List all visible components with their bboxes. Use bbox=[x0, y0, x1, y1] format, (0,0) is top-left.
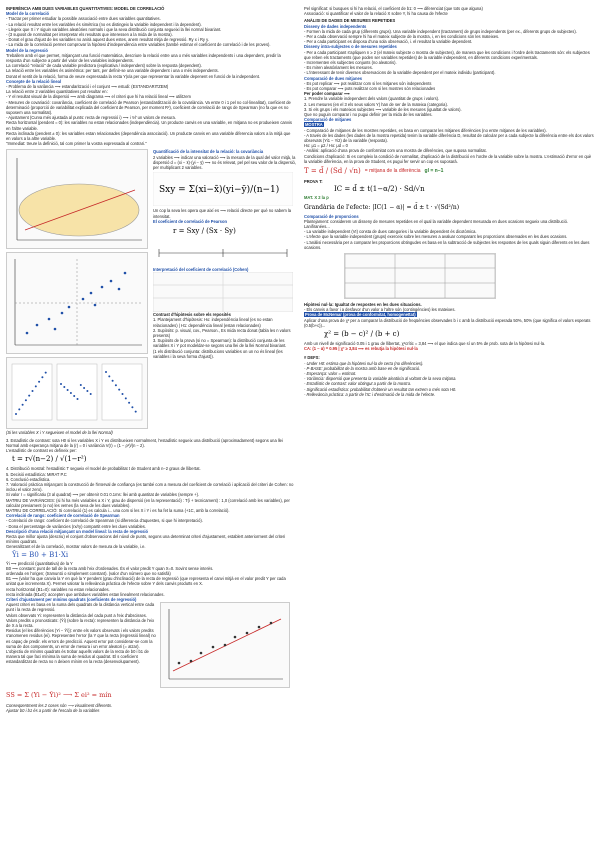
text-line: (1 els distribució conjunta: distribucions variables on un no és lineal (les variables i la seva forma d'ajust)). bbox=[153, 348, 283, 359]
section-heading: Per poder comparar ⟶ bbox=[304, 91, 350, 97]
cohen-heading: Interpretació del coeficient de correlació (Cohen) bbox=[153, 266, 249, 272]
text-line: - Per a cada participant s'apliquen n ≥ 2 (el mateix subjecte o mostra de subjectes), de manera que les condicions i l'ordre dels tractaments són: els subjectes que reben els tractaments (que poden ser variables repetides) de la variable independent, en diferents condicions experimentals. bbox=[304, 49, 590, 60]
null-hypothesis: Hipòtesi nul·la: Igualtat de respostes en les dues situacions. bbox=[304, 301, 422, 307]
text-line: - Per a cada participant es disposa d'una sola observació, i. el resultat la variable dependent. bbox=[304, 39, 473, 45]
scatter-point bbox=[115, 385, 117, 387]
scatter-point bbox=[38, 381, 40, 383]
text-line: 5. Decisió estadística: MIRAT P.C bbox=[6, 471, 67, 477]
scatter-point bbox=[70, 392, 72, 394]
scatter-point bbox=[83, 387, 85, 389]
scatter-point bbox=[67, 389, 69, 391]
text-line: 1. Prendre la variable independent dels valors (quantitat de grups i valors). bbox=[304, 96, 440, 102]
scatter-point bbox=[36, 324, 39, 327]
text-line: - Under H0: estima que la hipòtesi nul·la de certa (no diferències). bbox=[304, 360, 424, 366]
section-body bbox=[304, 219, 594, 250]
text-line: - Comparació de mitjanes de les mostres repetides, es basa en comparar les mitjanes diferències (no entre mitjanes de les variables). bbox=[304, 127, 547, 133]
scatter-point bbox=[118, 288, 121, 291]
decision-block bbox=[6, 466, 296, 513]
text-line: - Mesures de covariació: covariància, coeficient de correlació de Pearson (estandardització de la covariància. Va entre 0 i 1 pel no col·linealitat), coeficient de determinació (proporció de variabilitat explicada del coeficient de Pearson, per moment R²), coeficient de correlació de rangs de Spearman (no fa que es no suposem una normalitat). bbox=[6, 99, 291, 116]
scatter-point bbox=[212, 646, 215, 649]
ci-formula: IC = d̄ ± t(1−α/2) · Sd/√n bbox=[334, 185, 425, 194]
scatter-point bbox=[131, 407, 133, 409]
scatter-point bbox=[122, 393, 124, 395]
text-line: Condicions d'aplicació: Si es compleix la condició de normalitat, d'aplicació de la distribució en l'ordre de la variable sobre la mostra. L'estimació d'error en què la variable diferència, en la prova de Student, es pugui fer servir un cop es suposarà. bbox=[304, 153, 592, 164]
text-line: - Correlació de rangs: coeficient de correlació de Spearman (si diferencia d'aquestes, si que hi interpretació). bbox=[6, 518, 203, 524]
definitions-list bbox=[304, 361, 594, 397]
text-line: ordenada en l'origen; (tramuntó o simplement constant). (valor d'un número que no satisfà) bbox=[6, 570, 171, 576]
text-line: - Estadístic de contrast: valor obtingut a partir de la mostra. bbox=[304, 381, 412, 387]
scatter-point bbox=[68, 306, 71, 309]
text-line: - Ajustament (Curva més ajustada al punts: recta de regressió i) ⟶ i 'el' un valors de mesura. bbox=[6, 115, 176, 121]
scatter-point bbox=[18, 409, 20, 411]
scatter-point bbox=[105, 371, 107, 373]
text-line: Aplicar d'una prova de χ² per a comparar la distribució de freqüències observades b i c amb la distribució esperada 50%, 50% (que significa el valors esperats (0.5(b+c))... bbox=[304, 317, 591, 328]
section-heading: Comparació de mitjanes bbox=[304, 117, 352, 123]
section-body bbox=[6, 16, 296, 47]
text-line: 2. Les mesures (en el 3 els seus valors Y) han de ser de la mateixa (categoria). bbox=[304, 101, 448, 107]
text-line: - Incrementen els subjectes conjunts (no aleatoris). bbox=[304, 60, 397, 66]
scatter-point bbox=[234, 636, 237, 639]
formula-image bbox=[153, 172, 293, 206]
text-line: - (3 suposit de normalitat per interpretar els resultats que interessen a la mida de la mostra). bbox=[6, 32, 173, 38]
ci-heading: PROVA T: bbox=[304, 179, 323, 185]
scatter-point bbox=[54, 328, 57, 331]
section-heading: Disseny de dades independents bbox=[304, 23, 367, 29]
regression-body bbox=[6, 534, 296, 550]
text-line: Recta horitzontal (pendent = 0): les variables no estan relacionades (independència). Un producte canvis en una variable, en mitjana no es produeixen canvis en l'altre variable. bbox=[6, 120, 292, 131]
text-line: L'objectiu de mínims quadrats és trobar aquells valors de la recta de b0 i b1 de manera tal que faci mínima la suma de residus al quadrat. El s coeficient estandarditzat de recta no n deixen mínim en la recta (desenvolupament). bbox=[6, 649, 149, 665]
scatter-point bbox=[63, 386, 65, 388]
text-line: - Problema de la variància ⟶ estandarització i el conjunt ⟶ estudi: (ESTANDARITZEM) bbox=[6, 84, 169, 90]
text-line: - Esperança: valor = estimat. bbox=[304, 370, 357, 376]
scatter-examples bbox=[6, 357, 148, 429]
scatter-point bbox=[77, 398, 79, 400]
text-line: 2. Supòsits: p. visual, cov., Pearson., Es mida recta donat (tabla les n valors presents) bbox=[153, 327, 291, 338]
text-line: Recta que millor ajusta (descriu) el conjunt d'observacions del núvol de punts, segons una determinat criteri d'ajustament, establert anteriorment del criteri mínims quadrats. bbox=[6, 533, 286, 545]
text-line: - P-BASE: probabilitat de la mostra amb base en de significació. bbox=[304, 365, 421, 371]
text-line: - Llegeix que X i Y siguin variables aleatòries normals i que la seva distribució conjunta segueixi la llei normal bivariant. bbox=[6, 26, 222, 32]
scatter-point bbox=[60, 383, 62, 385]
text-line: Associació: si quantificar el valor de la relació X sobre Y, hi ha causa de l'efecte bbox=[304, 11, 448, 17]
section-title: ANÀLISI DE DADES DE MESURES REPETIDES bbox=[304, 18, 396, 24]
text-line: 7. Valoració pràctica mitjançant la construcció de l'interval de confiança (es també com a mesura del coeficient de correlació i aplicació del criteri de Cohen: no inclou el valor zero). bbox=[6, 481, 294, 493]
text-line: Plantejament: considerem un disseny de mesures repetides en el qual la variable dependent mesurada en dues ocasions segueix una distribució. Lanifiranées... bbox=[304, 218, 568, 229]
text-line: MATRIU DE VARIÀNCIES: (si hi ha més variables a X i Y, grau de dispersió (en la representació) : T(i + tecnicament) : 1,0 (correlació amb les variables), per calcular previament (o no) les veïnes (la seva de les dues variables). bbox=[6, 497, 290, 508]
effect-label: = mitjana de la diferència bbox=[364, 167, 421, 174]
section-heading: Model de la regressió bbox=[6, 47, 48, 53]
scatter-point bbox=[90, 393, 92, 395]
scatter-point bbox=[26, 332, 29, 335]
text-line: Que no puguin comparar i no pugui definir per la mida de les variables. bbox=[304, 112, 433, 118]
contrast-stats bbox=[6, 438, 296, 454]
rank-heading: Correlació de rangs: coeficient de correlació de Spearman bbox=[6, 513, 120, 519]
scatter-point bbox=[22, 404, 24, 406]
ss-formula: SS = Σ (Yi − Ŷi)² ⟶ Σ ei² = mín bbox=[6, 691, 112, 700]
text-line: - Variància: dispersió que presenta la variable aleatòria al voltant de la seva mitjana. bbox=[304, 376, 457, 382]
text-line: - Y el resultat visual de la dispersió ⟶ amb diagrama ⟶ el criteri que hi ha relació lineal ⟶ utilitzem bbox=[6, 94, 191, 100]
text-line: B0 ⟶ constant: punt de tall de la recta amb l'eix d'ordenades. És el valor predit Y quan X=0. Sovint sense interès. bbox=[6, 565, 214, 571]
scatter-point bbox=[25, 400, 27, 402]
pearson-formula: r = Sxy / (Sx · Sy) bbox=[173, 226, 236, 235]
mini-scatter-group bbox=[12, 364, 142, 420]
text-line: La relació entre les variables és asimètrica: per tant, per definir-se una variable dependent i una o més independents. bbox=[6, 68, 219, 74]
scatter-point bbox=[80, 384, 82, 386]
section-body bbox=[304, 29, 594, 45]
section-body bbox=[6, 84, 296, 146]
fit-line bbox=[173, 619, 281, 671]
text-line: - L'efecte que la variable independent (grups) exerceix sobre les mesures a avaluar comparant les proporcions observades en les dues ocasions. bbox=[304, 234, 568, 240]
mini-scatter-frame bbox=[57, 364, 97, 420]
text-line: 3. Supòsits de la prova (si no = Spearman): la distribució conjunta de les variables X i Y pot modeldar-se segons una llei de la llei Normal bivariant. bbox=[153, 338, 287, 349]
text-line: - La relació resultat entre les variables és simètrica (no es distingeix la variable independent i la dependent). bbox=[6, 21, 202, 27]
scatter-point bbox=[15, 413, 17, 415]
scatter-point bbox=[82, 298, 85, 301]
text-line: Ho: μ1 = μ2 / Ho: μd = 0 bbox=[304, 143, 348, 149]
scatter-point bbox=[270, 622, 273, 625]
contrast-body bbox=[153, 317, 296, 359]
text-line: L'estadístic de contrast es defineix per: bbox=[6, 448, 77, 454]
text-line: - Significació estadística: probabilitat d'obtenir un resultat tan extrem o més sota H0. bbox=[304, 386, 457, 392]
ellipse-diagram bbox=[6, 149, 148, 249]
scatter-point bbox=[94, 304, 97, 307]
text-line: Valors observats Yi: representen la distància del cada punt a l'eix d'abscisses. bbox=[6, 612, 147, 618]
scatter-point bbox=[73, 395, 75, 397]
scatter-point bbox=[28, 395, 30, 397]
definitions-heading: # DEFS: bbox=[304, 355, 320, 361]
scatter-point bbox=[35, 386, 37, 388]
page-title: INFERÈNCIA AMB DUES VARIABLES QUANTITATIVES: MODEL DE CORRELACIÓ bbox=[6, 6, 165, 11]
section-heading: Concepte de la relació lineal bbox=[6, 78, 62, 84]
left-column bbox=[6, 6, 296, 714]
scatter-point bbox=[178, 662, 181, 665]
section-heading: Comparació de dues mitjanes bbox=[304, 75, 363, 81]
criterion-heading: Criteri d'ajustament per mínims quadrats (coeficients de regressió) bbox=[6, 596, 137, 602]
scatter-point bbox=[125, 398, 127, 400]
section-body bbox=[304, 128, 594, 164]
least-squares-diagram bbox=[160, 602, 290, 688]
text-line: - Es pot comparar ⟶ pots realitzar com si les mostres són relacionades bbox=[304, 86, 436, 92]
text-line: Ŷi ⟶ predicció (quantitativa) de la Y bbox=[6, 560, 73, 566]
t-test-formula: T = d̄ / (Sd / √n) bbox=[304, 167, 361, 176]
text-line: Si valor r = significatiu (3 al quadrat) ⟶ per obtenir 0.01 0.1ms: llei amb quantitat de variables (sempre +). bbox=[6, 492, 200, 498]
pearson-scale bbox=[153, 239, 293, 267]
scatter-point bbox=[108, 376, 110, 378]
footnote: Ajustar b0 i b1 és a partir de l'escala de la variables bbox=[6, 708, 100, 714]
scatter-point bbox=[110, 280, 113, 283]
text-line: - Es pot replicar ⟶ pot realitzar com si les mitjanes són independents bbox=[304, 80, 432, 86]
scatter-point bbox=[124, 272, 127, 275]
text-line: Generalitzant el de la correlació, mostrar valors de mesura de la variable, i.e. bbox=[6, 544, 146, 550]
text-line: recta horitzontal (B1=0): variables no estan relacionades. bbox=[6, 586, 110, 592]
criterion-body bbox=[6, 602, 156, 688]
t-formula: t = r√(n−2) / √(1−r²) bbox=[12, 455, 87, 464]
text-line: Treballem amb el que permet, mitjançant una funció matemàtica, descriure la relació entre una o més variables independents i una dependent, predir la resposta d'un subjecte a partir del valor de les variables independents. bbox=[6, 52, 281, 64]
text-line: recta inclinada (B1≠0): accepten que ambdues variables estan linealment relacionades. bbox=[6, 591, 165, 597]
box-title: Quantificació de la intensitat de la relació: la covariància bbox=[153, 149, 264, 155]
text-line: - La variable independent (VI) consta de dues categories i la variable dependent és dicotòmica. bbox=[304, 229, 477, 235]
box-text: 2 variables ⟶ indicar una valoració ⟶ la mesura de la qual del valor mitjà, la dispersió d = (xi − x̄)·(yi − ȳ) ⟶ no és relevat, pel pel seu valor de la dispersió, per multiplicant 2 variables. bbox=[153, 154, 296, 171]
section-body bbox=[304, 81, 594, 91]
footnote: Conseqüentment les 2 coses són ⟶ visualment diferents. bbox=[6, 703, 113, 709]
coefficients-body bbox=[6, 561, 296, 597]
text-line: 1. Plantejament d'hipòtesis: Ho: independència lineal (es no estan relacionades) | H1: dependència lineal (estan relacionades) bbox=[153, 317, 273, 328]
mat-label: MAT. X 2 la p bbox=[304, 195, 329, 201]
regression-heading: Descripció d'una relació mitjançant un model lineal: la recta de regressió bbox=[6, 528, 149, 534]
scatter-point bbox=[45, 372, 47, 374]
null-hypothesis-note: - Els canvis a favor i a desfavor d'un valor a l'altre són (contingències) les mateixes. bbox=[304, 307, 456, 313]
box-note: Un cop la seva les opera que així es ⟶ relació directe per què no sabem la intensitat. bbox=[153, 208, 292, 219]
scatter-point bbox=[41, 377, 43, 379]
text-line: - Dona el percentatge de variàncies (rx/ry) compartit entre les dues variables. bbox=[6, 523, 146, 529]
effect-size-formula: Grandària de l'efecte: |IC(1 − α)| = d̄ ± t · √(Sd²/n) bbox=[304, 203, 460, 211]
text-line: - Rellevància pràctica: a partir de l'IC i d'estimació de la mida de l'efecte. bbox=[304, 391, 436, 397]
rank-body bbox=[6, 518, 296, 528]
text-line: La relació entre 2 variables quantitatives pot resultar en: bbox=[6, 89, 108, 95]
text-line: Pel significat: si busques si hi ha relació, el coeficient de b1: 0 ⟶ diferenciat (que tots que alguna) bbox=[304, 6, 483, 11]
mostra-tag: MOSTRA bbox=[305, 122, 323, 128]
text-line: Recta inclinada (pendent ≠ 0): les variables estan relacionades (dependència associació). Un producte canvis en una variable diferencia valors a la mitjà que en valors a la altre variable. bbox=[6, 130, 291, 142]
section-heading: Disseny intra-subjectes o de mesures repetides bbox=[304, 44, 397, 50]
text-line: MATRIU DE CORRELACIÓ: Si correlació (1) es calcula i... una com si les X i Y i es ha fet la suma (+1C, amb la correlació). bbox=[6, 507, 230, 513]
mcnemar-formula: χ² = (b − c)² / (b + c) bbox=[324, 329, 400, 338]
text-line: - L'anàlisi necessària per a comparar les proporcions obtingudes es basa en la subtracció de subjectes les respostes de les quals siguin diferents en les dues ocasions. bbox=[304, 239, 590, 250]
cohen-table bbox=[153, 272, 293, 312]
text-line: B1 ⟶ (valor ha que canvia la Y en què la Y pendent (grau d'inclinació) de la recta de regressió (que representa el canvi mitjà en el valor predit Y per cada unitat que incrementa X). Permet valorar la rellevància pràctica de l'efecte sobre Y dels canvis produïts en X. bbox=[6, 576, 286, 587]
scatter-point bbox=[200, 652, 203, 655]
figure-caption: (Si les variables X i Y segueixen el model de la llei Normal) bbox=[6, 430, 113, 436]
right-column bbox=[304, 6, 594, 397]
section-body bbox=[6, 53, 296, 79]
text-line: "Immediat: treure la definició, tal com primer la vostra expressada al contrari." bbox=[6, 141, 147, 147]
contingency-table bbox=[344, 253, 496, 299]
text-line: - Es miren aleatòriament les mesures. bbox=[304, 65, 373, 71]
text-line: 4. Distribució mostral: l'estadístic T segueix el model de probabilitat t de Student amb n−2 graus de llibertat. bbox=[6, 466, 201, 472]
scatter-point bbox=[86, 390, 88, 392]
section-body bbox=[304, 50, 594, 76]
text-line: - La mida de la correlació permet comprovar la hipòtesi d'independència entre variables (també estimar el coeficient de correlació i de les proves). bbox=[6, 42, 271, 48]
scatter-point bbox=[128, 402, 130, 404]
scatter-point bbox=[258, 626, 261, 629]
text-line: Residus (el les diferències (Yi − Ŷi)): entre els valors observats i els valors predits s'anomenen residus (ei). Representen l'error (la Y que la recta (regressió lineal) no es capaç de predir. els errors de predicció. Aquest error pot considerar-se com la suma de dos components, un error de mesura i un error aleatori (= atzar). bbox=[6, 628, 156, 649]
text-line: Aquest criteri es basa en la suma dels quadrats de la distància vertical entre cada punt i la recta de regressió. bbox=[6, 602, 155, 613]
pearson-heading: El coeficient de correlació de Pearson bbox=[153, 218, 227, 224]
text-line: - A través de les dades (les dades de la mostra repetida) tenim la variable diferència D, resultat de calcular per a cada subjecte la diferència entre els dos valors observats (Yi1 − Yi2) de la variable (resposta). bbox=[304, 132, 594, 144]
scatter-point bbox=[118, 389, 120, 391]
scatter-point bbox=[112, 380, 114, 382]
scatter-point bbox=[61, 312, 64, 315]
text-line: - Formen la mida de cada grup (diferents grups). Una variable independent (tractament) de grups independents (per ex., diferents grups de subjectes). bbox=[304, 28, 577, 34]
text-line: 3. Si els grups i els mateixos subjectes ⟶ variable de les mesures (igualtat de valors). bbox=[304, 106, 462, 112]
text-line: La correlació "relació" de cada variable predictora (explicativa / independent) sobre la resposta (dependent). bbox=[6, 63, 202, 69]
text-line: - Donat el grau d'ajust de les variables no anirà aquest dues estes, anem resultat mitja de regressió. Ry x i Ry y. bbox=[6, 37, 209, 43]
scatter-point bbox=[101, 286, 104, 289]
text-line: - Anàlisi: aplicació d'una prova de conformitat com una mostra de diferències, que suposa normalitat. bbox=[304, 148, 487, 154]
scatter-point bbox=[246, 632, 249, 635]
section-heading: Comparació de proporcions bbox=[304, 213, 359, 219]
quadrant-diagram bbox=[6, 252, 148, 354]
section-body bbox=[304, 318, 594, 328]
text-line: - L'interessant de tenir diverses observacions de la variable dependent per el mateix individu (participant). bbox=[304, 70, 496, 76]
contrast-heading: Contrast d'hipòtesis sobre els reposités bbox=[153, 312, 231, 318]
scatter-point bbox=[135, 411, 137, 413]
residual-points bbox=[178, 622, 273, 665]
mcnemar-critical: Amb un nivell de significació 0.05 i 1 grau de llibertat, χ²crític = 3,84 ⟶ el que indica que sí un 5% de prob. sota de la hipòtesi nul·la. bbox=[304, 340, 546, 346]
section-heading: Model de la correlació bbox=[6, 11, 49, 17]
scatter-point bbox=[190, 660, 193, 663]
text-line: - Per a cada observació sempre hi ha el mateix subjecte de la mostra, i, en les condicions són les mateixes. bbox=[304, 34, 500, 40]
text-line: Valors predits o pronosticats: (Ŷi) (sobre la recta): representen la distància de l'eix de X a la recta. bbox=[6, 617, 155, 628]
text-line: 6. Conclusió estadística. bbox=[6, 476, 51, 482]
df-label: gl = n−1 bbox=[424, 167, 444, 174]
text-line: 3. Estadístic de contrast: sota H0 si les variables X i Y es distribueixen normalment, l'estadístic segueix una distribució (aproximadament) segons una llei Normal amb esperança mitjana de la (r) = 0 i variància V(r) = (1 − ρ²)/(n − 2). bbox=[6, 437, 283, 448]
scatter-point bbox=[224, 644, 227, 647]
scatter-point bbox=[48, 318, 51, 321]
text-line: Donat el sentit de la relació, forma de veure expressada la recta Y|x/a per que representar la variable depenent en funció de la independent. bbox=[6, 73, 261, 79]
intro-lines bbox=[304, 6, 594, 16]
scatter-point bbox=[32, 390, 34, 392]
scatter-point bbox=[90, 292, 93, 295]
text-line: - Tractar per primer estudiar la possible associació entre dues variables quantitatives. bbox=[6, 16, 161, 22]
covariance-formula: Sxy = Σ(xi−x̄)(yi−ȳ)/(n−1) bbox=[159, 185, 280, 196]
mcnemar-heading: Prova de McNemar (prova de conformitat, homogeneïtat) bbox=[305, 312, 416, 318]
section-body bbox=[304, 96, 594, 117]
regression-equation: Ŷi = B0 + B1·Xi bbox=[12, 550, 69, 559]
decision-line: CA: (1 − α) = 0.95 | χ² ≥ 3,84 ⟶ es rebutja la hipòtesi nul·la bbox=[304, 346, 418, 352]
